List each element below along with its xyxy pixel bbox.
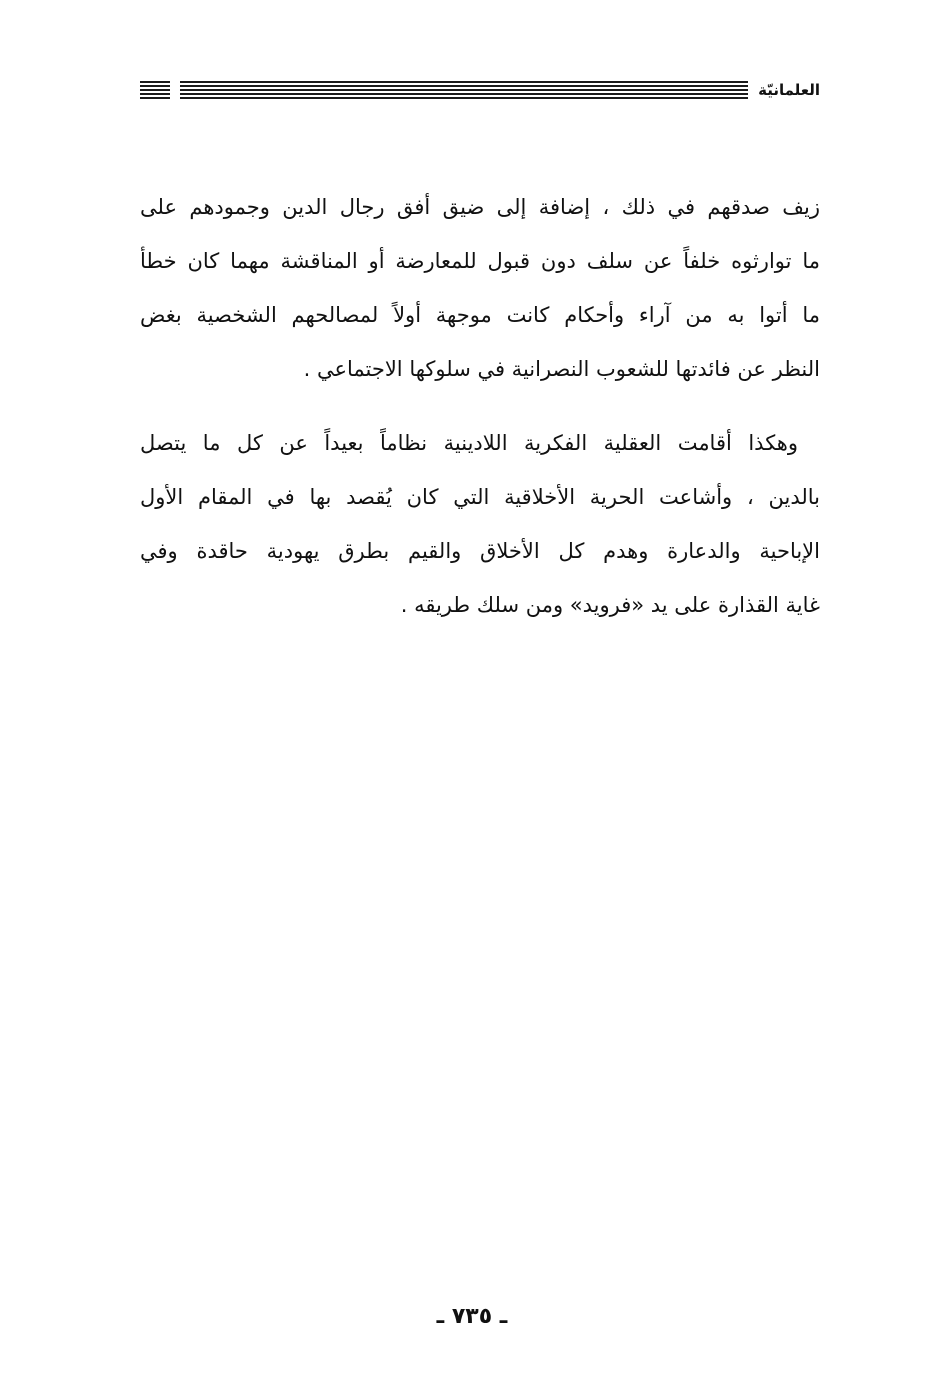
text-line: الإباحية والدعارة وهدم كل الأخلاق والقيم بطرق يهودية حاقدة وفي [140,539,820,563]
page-number: ـ ٧٣٥ ـ [436,1304,508,1329]
running-header [140,74,820,106]
header-rule-short [140,81,170,99]
header-rule-long [180,81,748,99]
text-line: ما أتوا به من آراء وأحكام كانت موجهة أولاً لمصالحهم الشخصية بغض [140,303,820,327]
header-title: العلمانيّة [758,80,820,99]
text-line: وهكذا أقامت العقلية الفكرية اللادينية نظاماً بعيداً عن كل ما يتصل [140,431,798,455]
text-line: غاية القذارة على يد «فرويد» ومن سلك طريقه . [400,593,820,617]
text-line: ما توارثوه خلفاً عن سلف دون قبول للمعارضة أو المناقشة مهما كان خطأ [140,249,820,273]
body-text [140,180,820,652]
text-line: بالدين ، وأشاعت الحرية الأخلاقية التي كان يُقصد بها في المقام الأول [140,485,820,509]
paragraph-1 [140,180,820,396]
text-line: النظر عن فائدتها للشعوب النصرانية في سلوكها الاجتماعي . [303,357,820,381]
paragraph-2 [140,416,820,632]
text-line: زيف صدقهم في ذلك ، إضافة إلى ضيق أفق رجال الدين وجمودهم على [140,195,820,219]
